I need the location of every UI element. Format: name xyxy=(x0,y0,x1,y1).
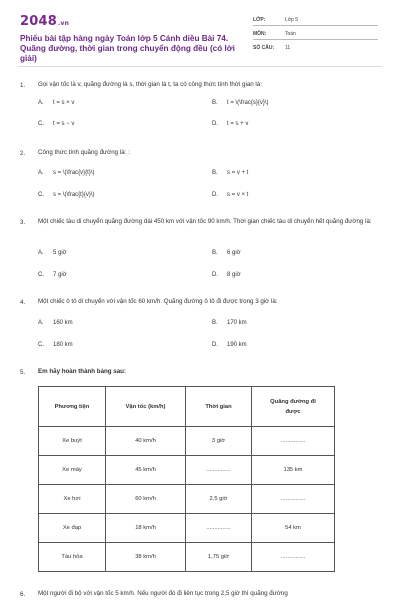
table-cell: 38 km/h xyxy=(106,543,186,572)
question-2-option-b[interactable]: B. s = v + t xyxy=(212,170,249,176)
info-divider xyxy=(253,25,378,26)
table-cell: 3 giờ xyxy=(186,427,252,456)
question-3-option-c[interactable]: C. 7 giờ xyxy=(38,272,67,278)
question-3-text: Một chiếc tàu di chuyển quãng đường dài 450 km với vận tốc 90 km/h. Thời gian chiếc tàu di chuyển hết quãng đường là: xyxy=(38,218,372,225)
worksheet-title-line-2: Quãng đường, thời gian trong chuyển động đều (có lời giải) xyxy=(20,44,235,63)
question-2-number: 2. xyxy=(20,150,26,157)
worksheet-title-line-1: Phiếu bài tập hàng ngày Toán lớp 5 Cánh diều Bài 74. xyxy=(20,34,229,43)
question-3-option-a[interactable]: A. 5 giờ xyxy=(38,250,67,256)
question-4-option-b[interactable]: B. 170 km xyxy=(212,320,247,326)
table-header-row xyxy=(39,387,335,427)
info-divider xyxy=(253,39,378,40)
question-2-option-a[interactable]: A. s = \(\frac{v}{t}\) xyxy=(38,170,95,176)
table-blank-cell[interactable]: ............... xyxy=(252,427,335,456)
question-4-option-c[interactable]: C. 180 km xyxy=(38,342,73,348)
table-cell: Xe buýt xyxy=(39,427,106,456)
table-cell: Tàu hỏa xyxy=(39,543,106,572)
table-cell: 40 km/h xyxy=(106,427,186,456)
question-3-number: 3. xyxy=(20,219,26,226)
table-cell: 2,5 giờ xyxy=(186,485,252,514)
table-blank-cell[interactable]: ............... xyxy=(252,543,335,572)
question-1-option-d[interactable]: D. t = s + v xyxy=(212,121,249,127)
info-subject-value: Toán xyxy=(285,31,296,37)
table-header-vehicle: Phương tiện xyxy=(39,387,106,427)
question-2-text: Công thức tính quãng đường là: : xyxy=(38,149,130,156)
table-row xyxy=(39,514,335,543)
table-row xyxy=(39,456,335,485)
site-logo[interactable]: 2048.vn xyxy=(20,14,70,29)
table-cell: 54 km xyxy=(252,514,335,543)
question-4-option-d[interactable]: D. 190 km xyxy=(212,342,247,348)
question-5-number: 5. xyxy=(20,369,26,376)
table-cell: 135 km xyxy=(252,456,335,485)
table-cell: Xe đạp xyxy=(39,514,106,543)
question-2-option-d[interactable]: D. s = v × t xyxy=(212,192,249,198)
info-subject-label: MÔN: xyxy=(253,31,267,37)
question-4-number: 4. xyxy=(20,299,26,306)
table-cell: Xe máy xyxy=(39,456,106,485)
info-count-label: SỐ CÂU: xyxy=(253,45,275,51)
question-1-option-b[interactable]: B. t = \(\frac{s}{v}\) xyxy=(212,100,269,106)
question-3-option-d[interactable]: D. 8 giờ xyxy=(212,272,241,278)
table-blank-cell[interactable]: ............... xyxy=(186,514,252,543)
table-row xyxy=(39,427,335,456)
table-header-time: Thời gian xyxy=(186,387,252,427)
worksheet-title xyxy=(20,34,245,64)
info-class-label: LỚP: xyxy=(253,17,266,23)
table-blank-cell[interactable]: ............... xyxy=(186,456,252,485)
info-count-value: 11 xyxy=(285,45,291,51)
table-cell: 60 km/h xyxy=(106,485,186,514)
table-cell: 18 km/h xyxy=(106,514,186,543)
question-1-text: Gọi vận tốc là v, quãng đường là s, thời gian là t, ta có công thức tính thời gian là: xyxy=(38,81,262,88)
question-4-text: Một chiếc ô tô di chuyển với vận tốc 60 km/h. Quãng đường ô tô đi được trong 3 giờ là: xyxy=(38,298,278,305)
question-1-option-a[interactable]: A. t = s × v xyxy=(38,100,75,106)
table-header-speed: Vận tốc (km/h) xyxy=(106,387,186,427)
table-cell: Xe hơi xyxy=(39,485,106,514)
table-row xyxy=(39,543,335,572)
question-1-option-c[interactable]: C. t = s − v xyxy=(38,121,75,127)
info-class-value: Lớp 5 xyxy=(285,17,299,23)
worksheet-header xyxy=(0,0,400,62)
question-1-number: 1. xyxy=(20,82,26,89)
table-cell: 45 km/h xyxy=(106,456,186,485)
question-5-text: Em hãy hoàn thành bảng sau: xyxy=(38,368,127,375)
header-separator xyxy=(18,66,382,67)
question-4-option-a[interactable]: A. 160 km xyxy=(38,320,73,326)
table-row xyxy=(39,485,335,514)
table-cell: 1,75 giờ xyxy=(186,543,252,572)
question-6-number: 6. xyxy=(20,591,26,598)
question-2-option-c[interactable]: C. s = \(\frac{t}{v}\) xyxy=(38,192,95,198)
table-header-distance: Quãng đường đi được xyxy=(252,387,335,427)
question-6-text: Một người đi bộ với vận tốc 5 km/h. Nếu người đó đi liên tục trong 2,5 giờ thì quãng đường xyxy=(38,590,288,597)
speed-table xyxy=(38,386,335,572)
question-3-option-b[interactable]: B. 6 giờ xyxy=(212,250,241,256)
table-blank-cell[interactable]: ............... xyxy=(252,485,335,514)
